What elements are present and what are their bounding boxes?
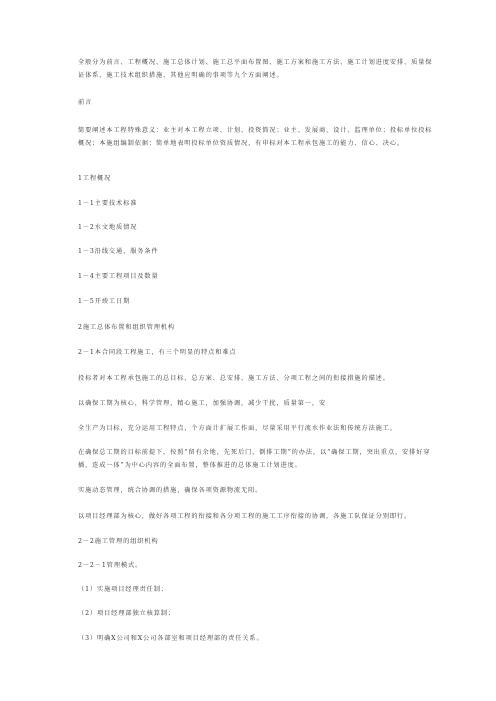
section-heading-layout: 2施工总体布置和组织管理机构 [78, 324, 175, 331]
subsection-work-items: 1－4主要工程项目及数量 [78, 273, 159, 280]
body-paragraph-schedule-core: 以确保工期为核心，科学管理，精心施工，加强协调，减少干扰，质量第一，安 [78, 400, 327, 407]
body-paragraph-coordination: 以项目经理部为核心，做好各项工程的衔接和各分项工程的施工工序衔接的协调，各施工队保证分别即行。 [78, 513, 412, 520]
subsection-organization: 2－2施工管理的组织机构 [78, 538, 159, 545]
list-item-1: （1）实施项目经理责任制； [78, 586, 168, 593]
list-item-3: （3）明确X公司和X公司各部室和项目经理部的责任关系。 [78, 635, 264, 642]
list-item-2: （2）项目经理部独立核算制； [78, 610, 175, 617]
preface-paragraph: 简要阐述本工程特殊意义：业主对本工程立项、计划、投资简况；业主、发展商、设计、监理单位；投标单位投标概况；本施组编制依据；简单地表明投标单位资质情况，有申标对本工程承包施工的能力、信心、决心。 [78, 127, 433, 147]
body-paragraph-safety: 全生产为目标，充分运用工程特点，个方面计扩展工作面，尽量采用平行流水作业法和传统方法施工。 [78, 425, 397, 432]
body-paragraph-deadline: 在确保总工期的目标前提下，按照“留有余地，先死后门，倒排工期”的办法，以“确保工期，突出重点，安排好穿插，连成一体”为中心内容的全面布置，整体推进的总体施工计划进度。 [78, 449, 431, 469]
subsection-hydrology: 1－2水文地质情况 [78, 224, 138, 231]
subsection-dates: 1－5开竣工日期 [78, 298, 131, 305]
section-heading-preface: 前言 [78, 99, 93, 106]
subsection-management-mode: 2－2－1管理模式。 [78, 562, 143, 569]
section-heading-overview: 1工程概况 [78, 175, 112, 182]
subsection-features: 2－1本合同段工程施工，有三个明显的特点和难点 [78, 349, 237, 356]
body-paragraph-goals: 投标者对本工程承包施工的总目标、总方案、总安排、施工方法、分项工程之间的衔接措施的描述。 [78, 375, 390, 382]
intro-paragraph: 全般分为前言、工程概况、施工总体计划、施工总平面布置图、施工方案和施工方法、施工计划进度安排、质量保证体系、施工技术组织措施、其他应明确的事项等九个方面阐述。 [78, 59, 433, 79]
subsection-traffic-services: 1－3沿线交通、服务条件 [78, 248, 159, 255]
subsection-technical-standards: 1－1主要技术标准 [78, 200, 138, 207]
body-paragraph-dynamic-management: 实施动态管理，统合协调的措施，确保各项资源物流无阻。 [78, 487, 263, 494]
